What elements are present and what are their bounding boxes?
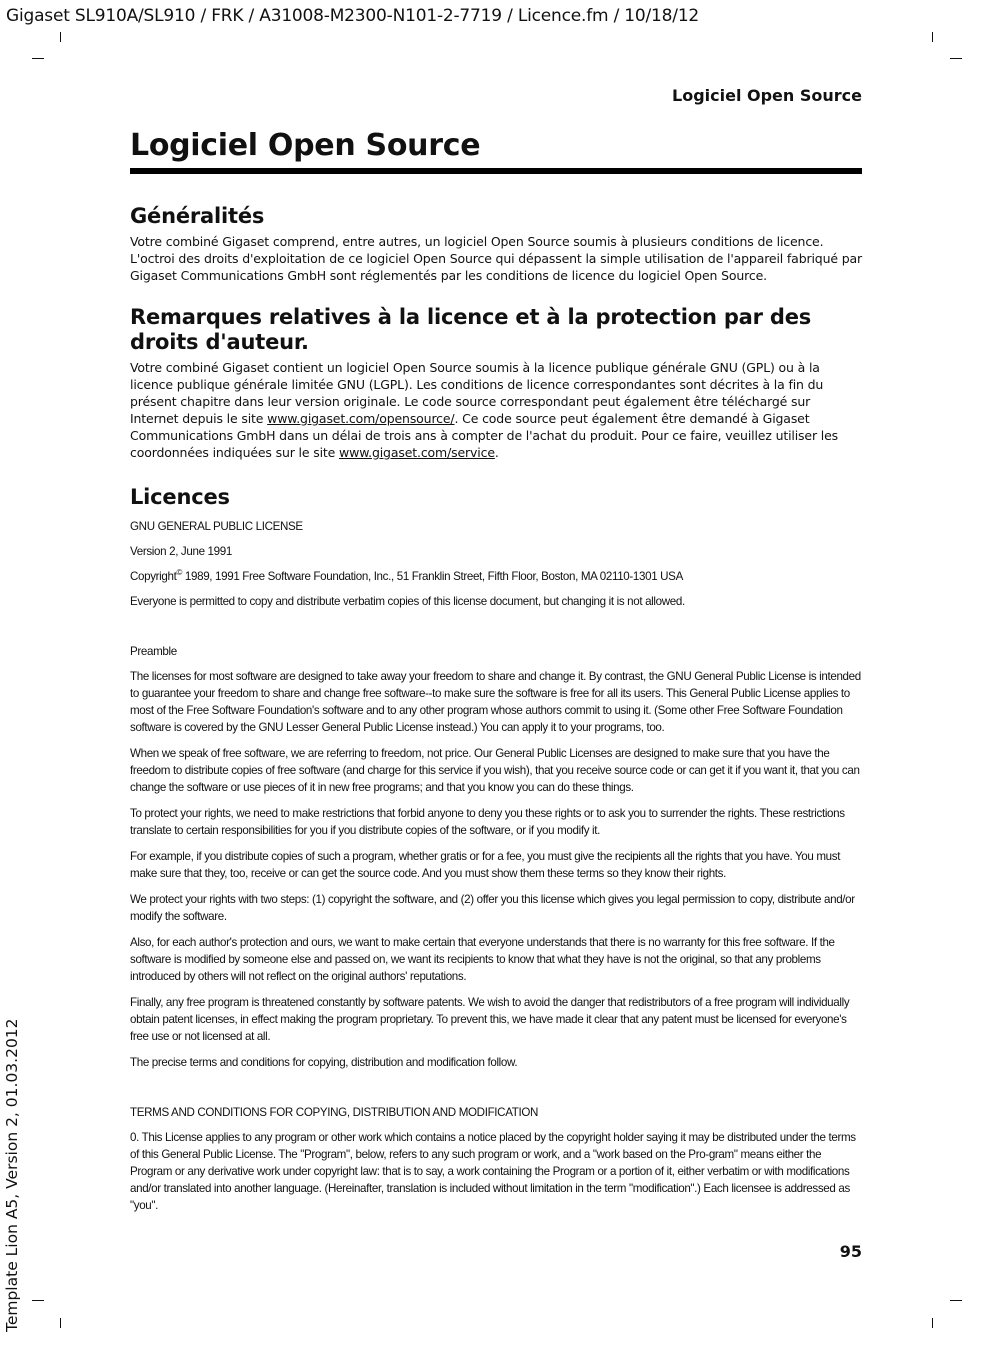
gpl-permission: Everyone is permitted to copy and distribute verbatim copies of this license document, but changing it is not allowed. <box>130 595 685 608</box>
crop-mark <box>60 1318 61 1328</box>
service-link[interactable]: www.gigaset.com/service <box>339 445 495 460</box>
file-header: Gigaset SL910A/SL910 / FRK / A31008-M2300-N101-2-7719 / Licence.fm / 10/18/12 <box>6 6 700 26</box>
crop-mark <box>32 58 44 59</box>
preamble-paragraph: When we speak of free software, we are referring to freedom, not price. Our General Public Licenses are designed to make sure that you have the freedom to distribute copies of free software (and charge for this service if you wish), that you receive source code or can get it if you want it, that you can change the software or use pieces of it in new free programs; and that you know you can do these things. <box>130 747 860 794</box>
page-content <box>130 200 862 1214</box>
running-head: Logiciel Open Source <box>672 86 862 105</box>
preamble-paragraph: For example, if you distribute copies of such a program, whether gratis or for a fee, you must give the recipients all the rights that you have. You must make sure that they, too, receive or can get the source code. And you must show them these terms so they know their rights. <box>130 850 841 880</box>
section-heading-generalites: Généralités <box>130 204 265 228</box>
copyright-symbol: © <box>176 568 183 578</box>
gpl-version: Version 2, June 1991 <box>130 545 232 558</box>
gpl-copyright <box>130 568 862 585</box>
generalites-paragraph: Votre combiné Gigaset comprend, entre autres, un logiciel Open Source soumis à plusieurs conditions de licence. L'octroi des droits d'exploitation de ce logiciel Open Source qui dépassent la simple utilisation de l'appareil fabriqué par Gigaset Communications GmbH sont réglementés par les conditions de licence du logiciel Open Source. <box>130 234 862 283</box>
remarques-paragraph <box>130 359 862 461</box>
copyright-text: 1989, 1991 Free Software Foundation, Inc., 51 Franklin Street, Fifth Floor, Boston, MA 02110-1301 USA <box>182 570 683 583</box>
crop-mark <box>950 1300 962 1301</box>
remarques-text-2: . Ce code source peut également être demandé à Gigaset Communications GmbH dans un délai de trois ans à compter de l'achat du produit. Pour ce faire, veuillez utiliser les coordonnées indiquées sur le site <box>130 411 838 460</box>
terms-paragraph: 0. This License applies to any program or other work which contains a notice placed by the copyright holder saying it may be distributed under the terms of this General Public License. The "Program", below, refers to any such program or work, and a "work based on the Pro-gram" means either the Program or any derivative work under copyright law: that is to say, a work containing the Program or a portion of it, either verbatim or with modifications and/or translated into another language. (Hereinafter, translation is included without limitation in the term "modification".) Each licensee is addressed as "you". <box>130 1131 856 1212</box>
remarques-text-1: Votre combiné Gigaset contient un logiciel Open Source soumis à la licence publique générale GNU (GPL) ou à la licence publique générale limitée GNU (LGPL). Les conditions de licence correspondantes sont décrites à la fin du présent chapitre dans leur version originale. Le code source correspondant peut également être téléchargé sur Internet depuis le site <box>130 360 824 426</box>
crop-mark <box>932 1318 933 1328</box>
crop-mark <box>932 32 933 42</box>
copyright-prefix: Copyright <box>130 570 177 583</box>
crop-mark <box>60 32 61 42</box>
page-number: 95 <box>839 1242 862 1261</box>
preamble-heading: Preamble <box>130 645 177 658</box>
page-title: Logiciel Open Source <box>130 128 481 163</box>
preamble-paragraph: Finally, any free program is threatened constantly by software patents. We wish to avoid the danger that redistributors of a free program will individually obtain patent licenses, in effect making the program proprietary. To prevent this, we have made it clear that any patent must be licensed for everyone's free use or not licensed at all. <box>130 996 850 1043</box>
preamble-paragraph: We protect your rights with two steps: (1) copyright the software, and (2) offer you this license which gives you legal permission to copy, distribute and/or modify the software. <box>130 893 855 923</box>
terms-heading: TERMS AND CONDITIONS FOR COPYING, DISTRIBUTION AND MODIFICATION <box>130 1106 539 1119</box>
section-heading-licences: Licences <box>130 485 230 509</box>
preamble-paragraph: The licenses for most software are designed to take away your freedom to share and change it. By contrast, the GNU General Public License is intended to guarantee your freedom to share and change free software--to make sure the software is free for all its users. This General Public License applies to most of the Free Software Foundation's software and to any other program whose authors commit to using it. (Some other Free Software Foundation software is covered by the GNU Lesser General Public License instead.) You can apply it to your programs, too. <box>130 670 861 734</box>
section-heading-remarques: Remarques relatives à la licence et à la protection par des droits d'auteur. <box>130 305 812 354</box>
opensource-link[interactable]: www.gigaset.com/opensource/ <box>267 411 455 426</box>
gpl-title: GNU GENERAL PUBLIC LICENSE <box>130 520 303 533</box>
crop-mark <box>32 1300 44 1301</box>
preamble-paragraph: To protect your rights, we need to make restrictions that forbid anyone to deny you these rights or to ask you to surrender the rights. These restrictions translate to certain responsibilities for you if you distribute copies of the software, or if you modify it. <box>130 807 845 837</box>
preamble-paragraph: The precise terms and conditions for copying, distribution and modification follow. <box>130 1056 518 1069</box>
remarques-text-3: . <box>494 445 499 460</box>
template-side-note: Template Lion A5, Version 2, 01.03.2012 <box>3 1018 21 1332</box>
title-rule <box>130 168 862 174</box>
crop-mark <box>950 58 962 59</box>
preamble-paragraph: Also, for each author's protection and ours, we want to make certain that everyone understands that there is no warranty for this free software. If the software is modified by someone else and passed on, we want its recipients to know that what they have is not the original, so that any problems introduced by others will not reflect on the original authors' reputations. <box>130 936 835 983</box>
